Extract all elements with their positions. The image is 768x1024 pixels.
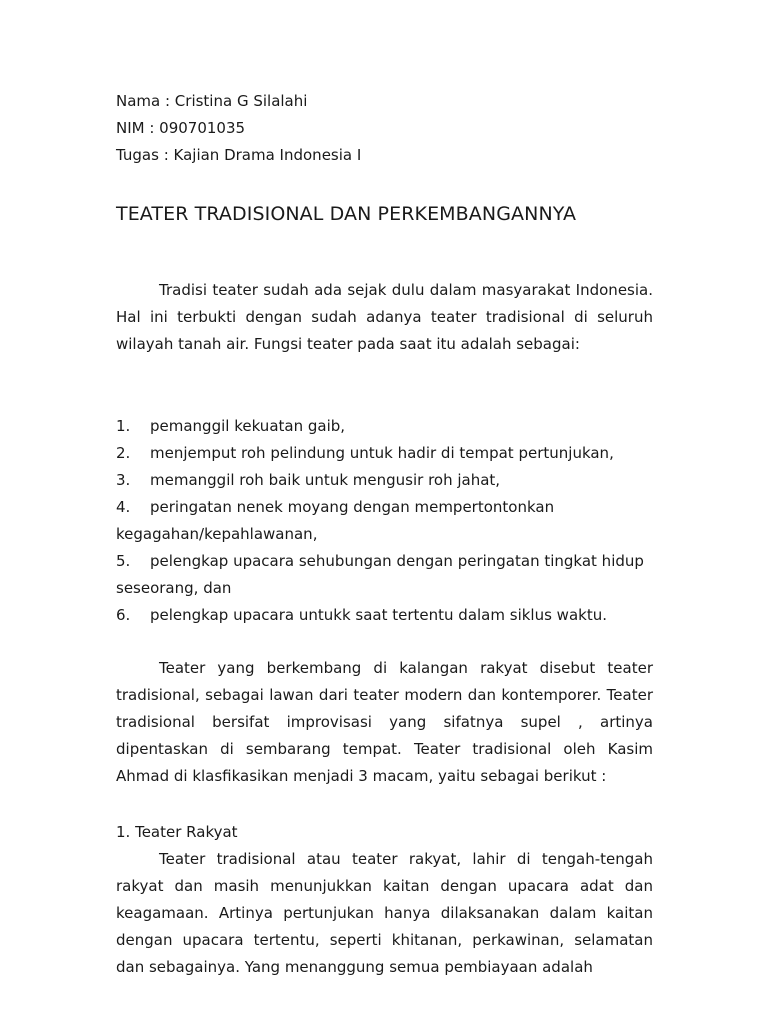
list-item <box>116 440 653 467</box>
section-heading-teater-rakyat: 1. Teater Rakyat <box>116 823 238 841</box>
list-item-text: pelengkap upacara untukk saat tertentu dalam siklus waktu. <box>150 606 607 624</box>
list-item <box>116 494 653 548</box>
list-item-text: menjemput roh pelindung untuk hadir di tempat pertunjukan, <box>150 444 614 462</box>
student-name-line: Nama : Cristina G Silalahi <box>116 92 308 110</box>
list-item-number: 6. <box>116 606 131 624</box>
list-item-text: pemanggil kekuatan gaib, <box>150 417 346 435</box>
list-item <box>116 602 653 629</box>
list-item <box>116 548 653 602</box>
list-item <box>116 413 653 440</box>
intro-paragraph: Tradisi teater sudah ada sejak dulu dalam masyarakat Indonesia. Hal ini terbukti dengan sudah adanya teater tradisional di seluruh wilayah tanah air. Fungsi teater pada saat itu adalah sebagai: <box>116 281 653 353</box>
list-item-number: 2. <box>116 444 131 462</box>
list-item-number: 1. <box>116 417 131 435</box>
list-item-text: peringatan nenek moyang dengan mempertontonkan kegagahan/kepahlawanan, <box>116 498 555 543</box>
theater-functions-list <box>116 413 653 629</box>
list-item <box>116 467 653 494</box>
teater-rakyat-paragraph: Teater tradisional atau teater rakyat, lahir di tengah-tengah rakyat dan masih menunjukkan kaitan dengan upacara adat dan keagamaan. Artinya pertunjukan hanya dilaksanakan dalam kaitan dengan upacara tertentu, seperti khitanan, perkawinan, selamatan dan sebagainya. Yang menanggung semua pembiayaan adalah <box>116 850 653 976</box>
list-item-text: memanggil roh baik untuk mengusir roh jahat, <box>150 471 501 489</box>
list-item-number: 4. <box>116 498 131 516</box>
list-item-number: 3. <box>116 471 131 489</box>
student-nim-line: NIM : 090701035 <box>116 119 246 137</box>
list-item-number: 5. <box>116 552 131 570</box>
document-title: TEATER TRADISIONAL DAN PERKEMBANGANNYA <box>116 203 577 225</box>
assignment-line: Tugas : Kajian Drama Indonesia I <box>116 146 362 164</box>
list-item-text: pelengkap upacara sehubungan dengan peringatan tingkat hidup seseorang, dan <box>116 552 644 597</box>
classification-paragraph: Teater yang berkembang di kalangan rakyat disebut teater tradisional, sebagai lawan dari teater modern dan kontemporer. Teater tradisional bersifat improvisasi yang sifatnya supel , artinya dipentaskan di sembarang tempat. Teater tradisional oleh Kasim Ahmad di klasfikasikan menjadi 3 macam, yaitu sebagai berikut : <box>116 659 653 785</box>
